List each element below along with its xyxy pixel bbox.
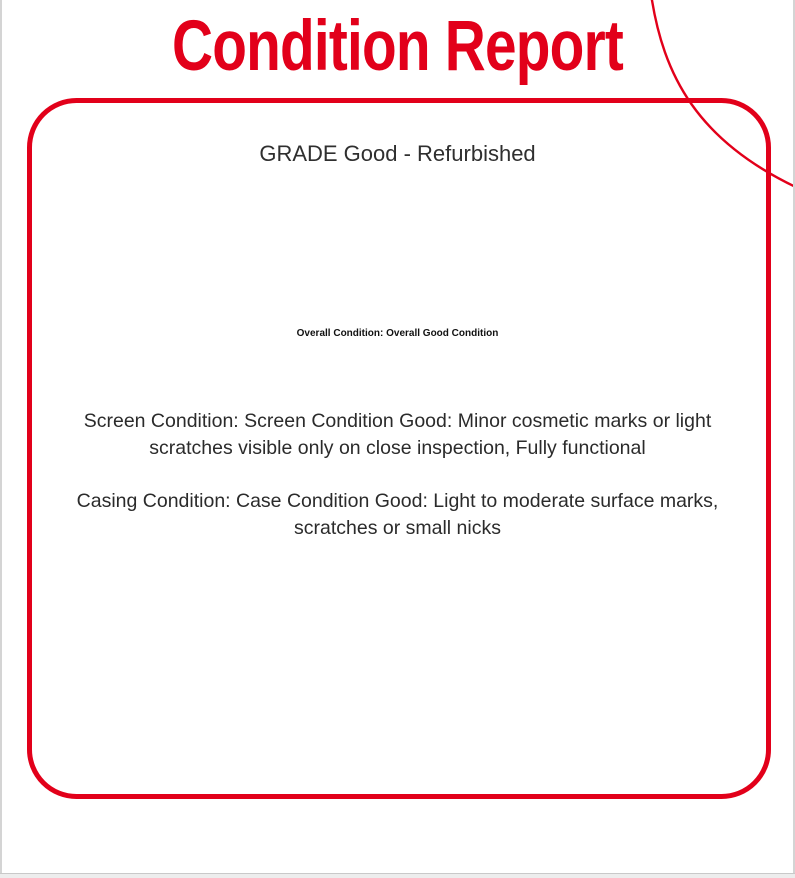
screen-condition-paragraph	[40, 408, 755, 462]
casing-condition-paragraph	[40, 488, 755, 542]
screen-condition-line-1: Screen Condition: Screen Condition Good: Minor cosmetic marks or light	[83, 410, 712, 432]
casing-condition-line-1: Casing Condition: Case Condition Good: Light to moderate surface marks,	[76, 490, 719, 512]
screen-condition-line-2: scratches visible only on close inspection, Fully functional	[149, 437, 646, 459]
page-title: Condition Report	[172, 7, 623, 86]
page-edge-left	[0, 0, 2, 878]
grade-heading: GRADE Good - Refurbished	[259, 141, 536, 166]
overall-condition-text: Overall Condition: Overall Good Condition	[296, 328, 499, 339]
page-edge-bottom	[0, 873, 795, 878]
casing-condition-line-2: scratches or small nicks	[294, 517, 501, 539]
